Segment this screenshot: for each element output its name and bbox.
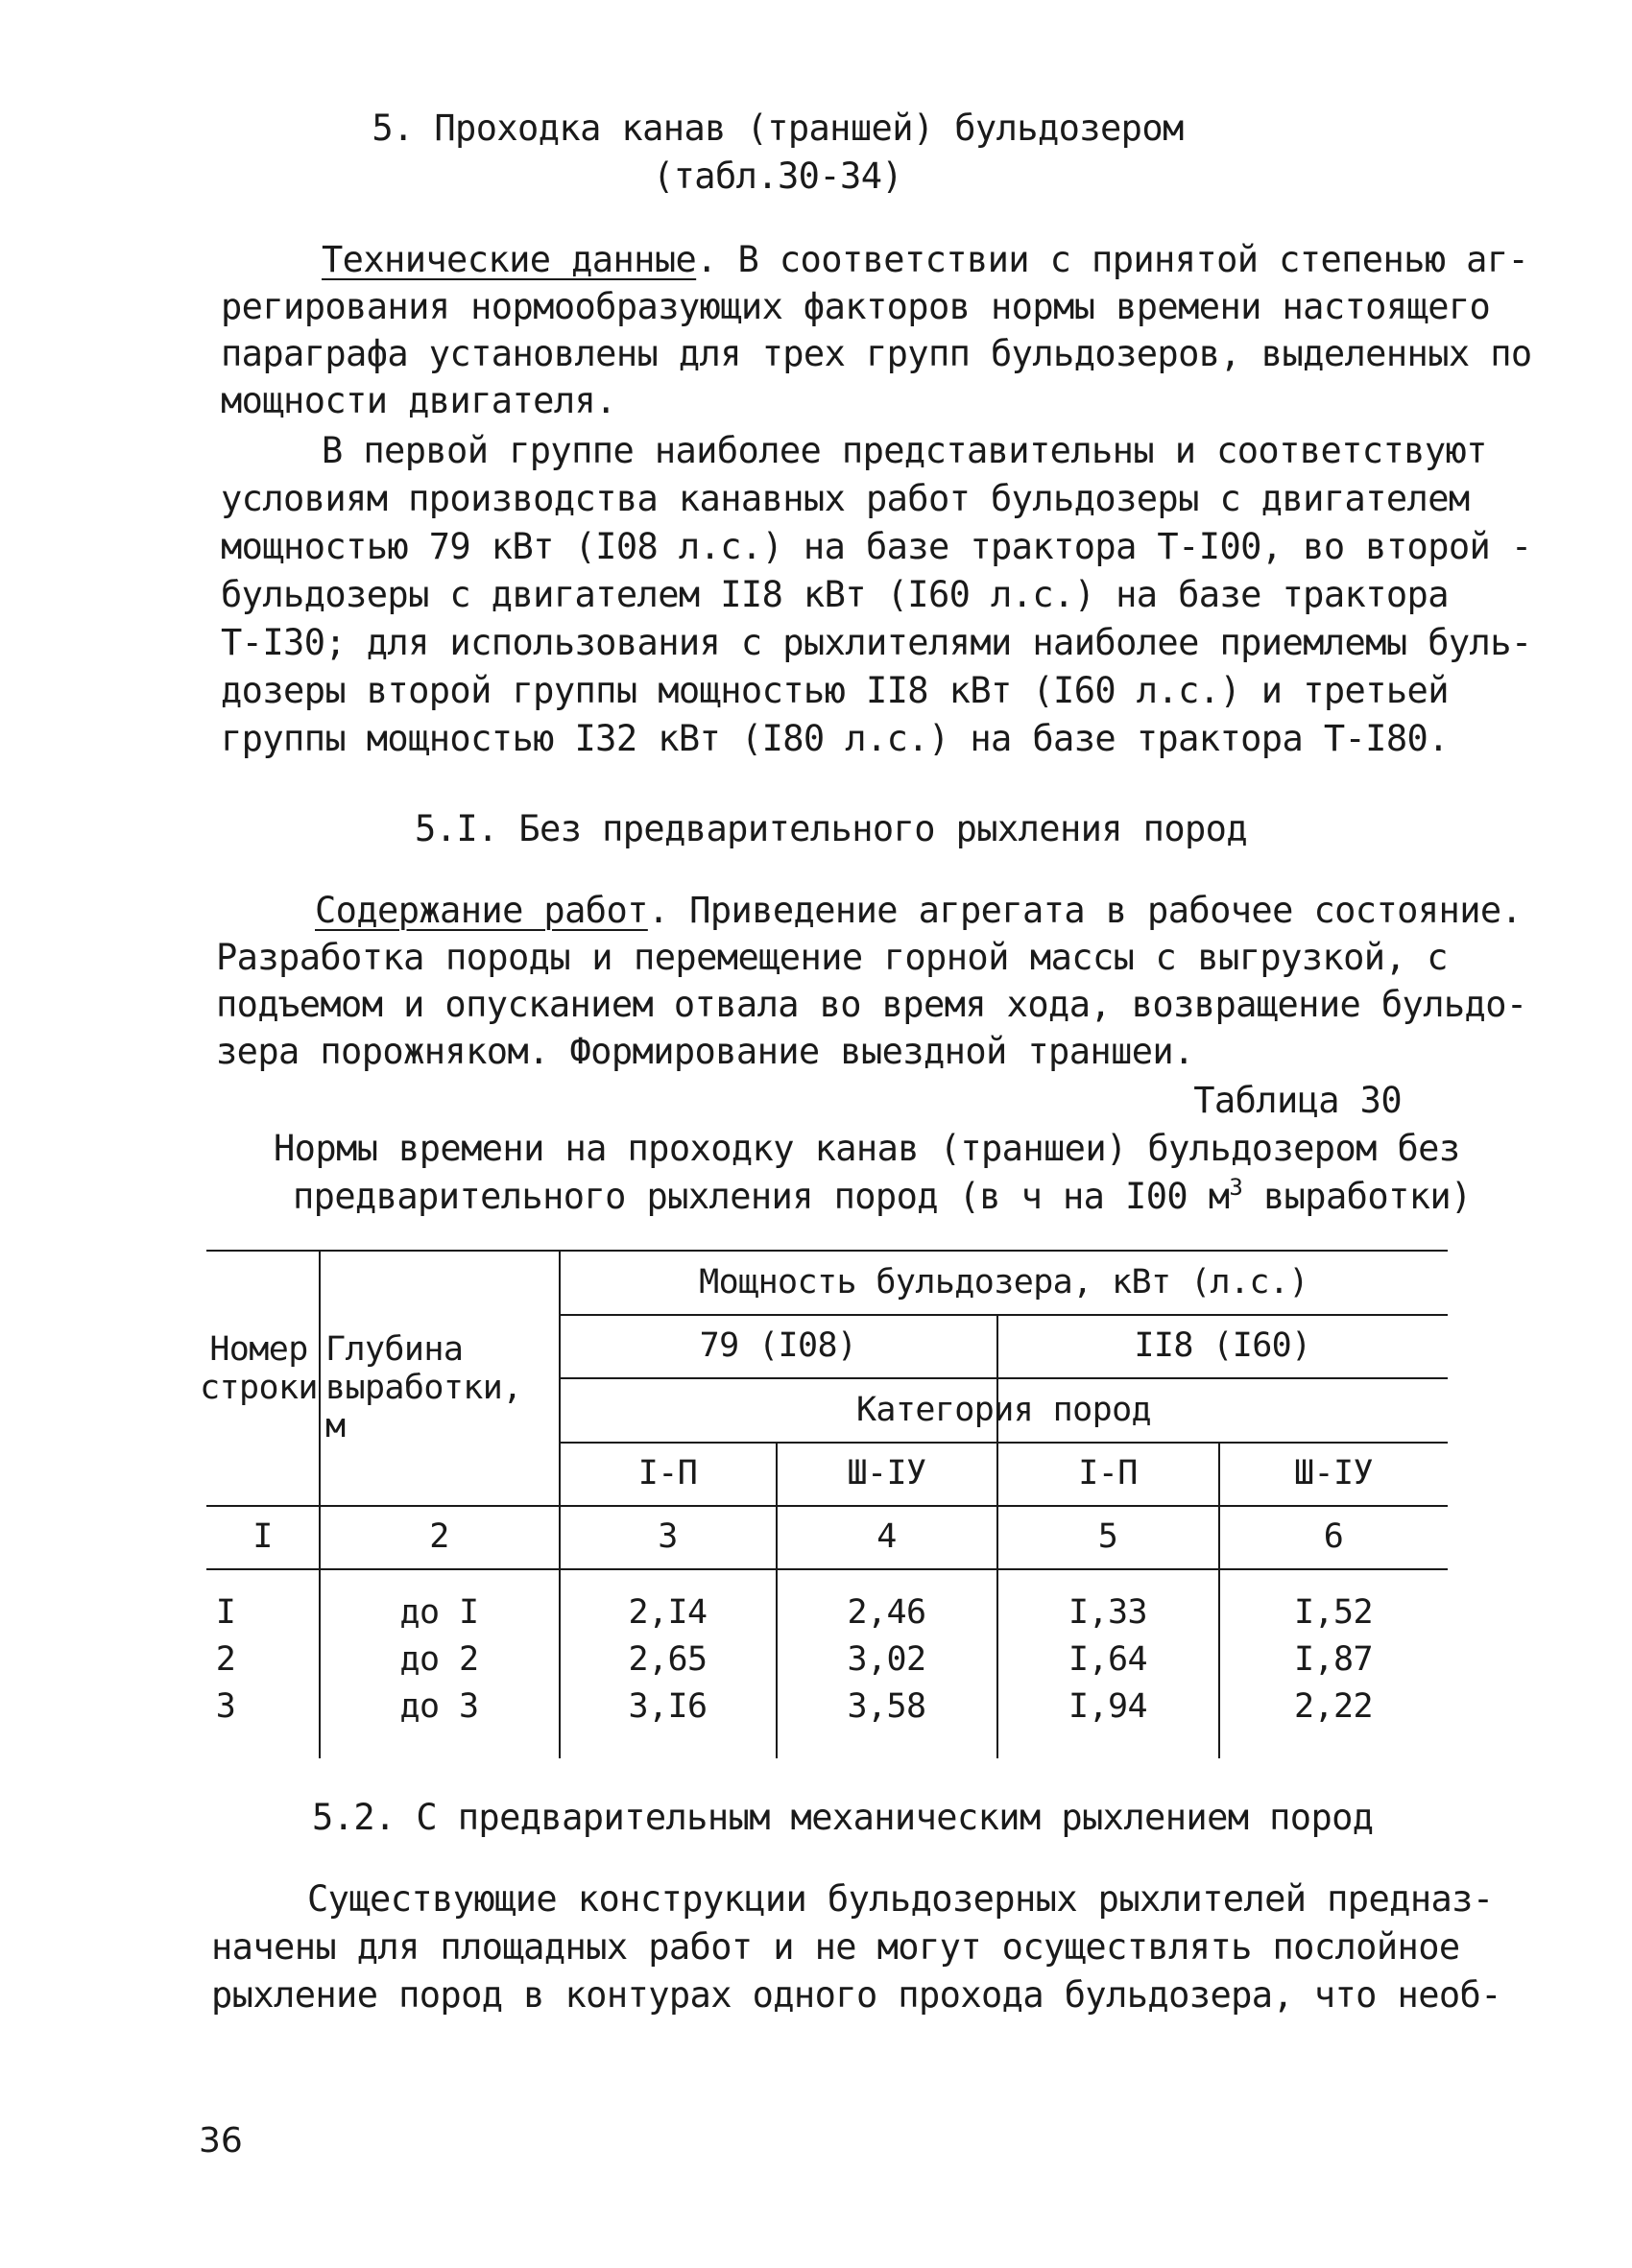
table-rule-category: [560, 1442, 1448, 1444]
header-cat-4: Ш-IУ: [1294, 1454, 1373, 1492]
closing-line-3: рыхление пород в контурах одного прохода бульдозера, что необ-: [211, 1974, 1501, 2016]
groups-line-6: дозеры второй группы мощностью II8 кВт (I60 л.с.) и третьей: [221, 670, 1449, 711]
page-number: 36: [199, 2121, 243, 2161]
work-content-line-2: Разработка породы и перемещение горной массы с выгрузкой, с: [216, 937, 1448, 978]
row-value: 3,02: [847, 1640, 926, 1679]
tech-data-line-3: параграфа установлены для трех групп бульдозеров, выделенных по: [221, 333, 1532, 374]
col-number-5: 5: [1097, 1517, 1118, 1556]
row-value: I,87: [1294, 1640, 1373, 1679]
row-number: 2: [215, 1640, 236, 1679]
col-number-2: 2: [429, 1517, 449, 1556]
table-rule-power-values: [560, 1377, 1448, 1379]
table-number: Таблица 30: [1193, 1080, 1402, 1121]
header-category: Категория пород: [855, 1391, 1152, 1429]
table-caption-line-1: Нормы времени на проходку канав (траншеи) бульдозером без: [274, 1128, 1460, 1169]
groups-line-3: мощностью 79 кВт (I08 л.с.) на базе трактора Т-I00, во второй -: [221, 526, 1532, 567]
row-number: 3: [215, 1687, 236, 1726]
header-cat-3: I-П: [1078, 1454, 1138, 1492]
row-value: 2,22: [1294, 1687, 1373, 1726]
header-row-number: Номер строки: [200, 1330, 318, 1407]
groups-line-4: бульдозеры с двигателем II8 кВт (I60 л.с.) на базе трактора: [221, 574, 1449, 615]
col-number-6: 6: [1323, 1517, 1344, 1556]
row-number: I: [215, 1593, 236, 1632]
col-number-1: I: [252, 1517, 273, 1556]
header-cat-1: I-П: [637, 1454, 698, 1492]
subsection-2-title: 5.2. С предварительным механическим рыхлением пород: [312, 1797, 1374, 1838]
table-caption-line-2: предварительного рыхления пород (в ч на I00 $м^3$ выработки): [293, 1174, 1472, 1217]
row-value: I,64: [1068, 1640, 1147, 1679]
row-value: I,33: [1068, 1593, 1147, 1632]
header-power: Мощность бульдозера, кВт (л.с.): [699, 1263, 1308, 1301]
closing-line-2: начены для площадных работ и не могут осуществлять послойное: [211, 1926, 1460, 1968]
section-title-tables: (табл.30-34): [652, 155, 903, 197]
tech-data-line-4: мощности двигателя.: [221, 380, 616, 421]
row-value: 3,58: [847, 1687, 926, 1726]
tech-data-label: Технические данные: [322, 239, 697, 280]
work-content-line-4: зера порожняком. Формирование выездной траншеи.: [216, 1031, 1194, 1072]
row-value: I,52: [1294, 1593, 1373, 1632]
tech-data-line-2: регирования нормообразующих факторов нормы времени настоящего: [221, 286, 1491, 327]
table-rule-power: [560, 1314, 1448, 1316]
header-cat-2: Ш-IУ: [847, 1454, 926, 1492]
closing-line-1: Существующие конструкции бульдозерных рыхлителей предназ-: [307, 1878, 1494, 1920]
col-number-4: 4: [876, 1517, 897, 1556]
groups-line-2: условиям производства канавных работ бульдозеры с двигателем: [221, 478, 1470, 519]
row-value: 2,65: [628, 1640, 708, 1679]
row-value: I,94: [1068, 1687, 1147, 1726]
header-power-79: 79 (I08): [699, 1326, 857, 1365]
row-depth: до 2: [399, 1640, 479, 1679]
row-value: 2,I4: [628, 1593, 708, 1632]
subsection-1-title: 5.I. Без предварительного рыхления пород: [415, 808, 1248, 849]
table-top-rule: [206, 1250, 1448, 1252]
tech-data-line-1: Технические данные. В соответствии с принятой степенью аг-: [322, 239, 1529, 280]
col-number-3: 3: [658, 1517, 678, 1556]
work-content-label: Содержание работ: [315, 890, 648, 931]
groups-line-1: В первой группе наиболее представительны и соответствуют: [322, 430, 1487, 471]
row-depth: до I: [399, 1593, 479, 1632]
row-depth: до 3: [399, 1687, 479, 1726]
groups-line-5: Т-I30; для использования с рыхлителями наиболее приемлемы буль-: [221, 622, 1532, 663]
table-rule-header-bottom: [206, 1505, 1448, 1507]
header-power-118: II8 (I60): [1134, 1326, 1311, 1365]
work-content-line-1: Содержание работ. Приведение агрегата в рабочее состояние.: [315, 890, 1523, 931]
norms-table: [200, 1250, 1448, 1758]
row-value: 2,46: [847, 1593, 926, 1632]
header-depth: Глубина выработки, м: [325, 1330, 522, 1445]
table-vrule-1: [319, 1250, 321, 1758]
work-content-line-3: подъемом и опусканием отвала во время хода, возвращение бульдо-: [216, 984, 1527, 1025]
section-title: 5. Проходка канав (траншей) бульдозером: [372, 107, 1184, 149]
groups-line-7: группы мощностью I32 кВт (I80 л.с.) на базе трактора Т-I80.: [221, 718, 1449, 759]
row-value: 3,I6: [628, 1687, 708, 1726]
table-rule-col-numbers: [206, 1568, 1448, 1570]
